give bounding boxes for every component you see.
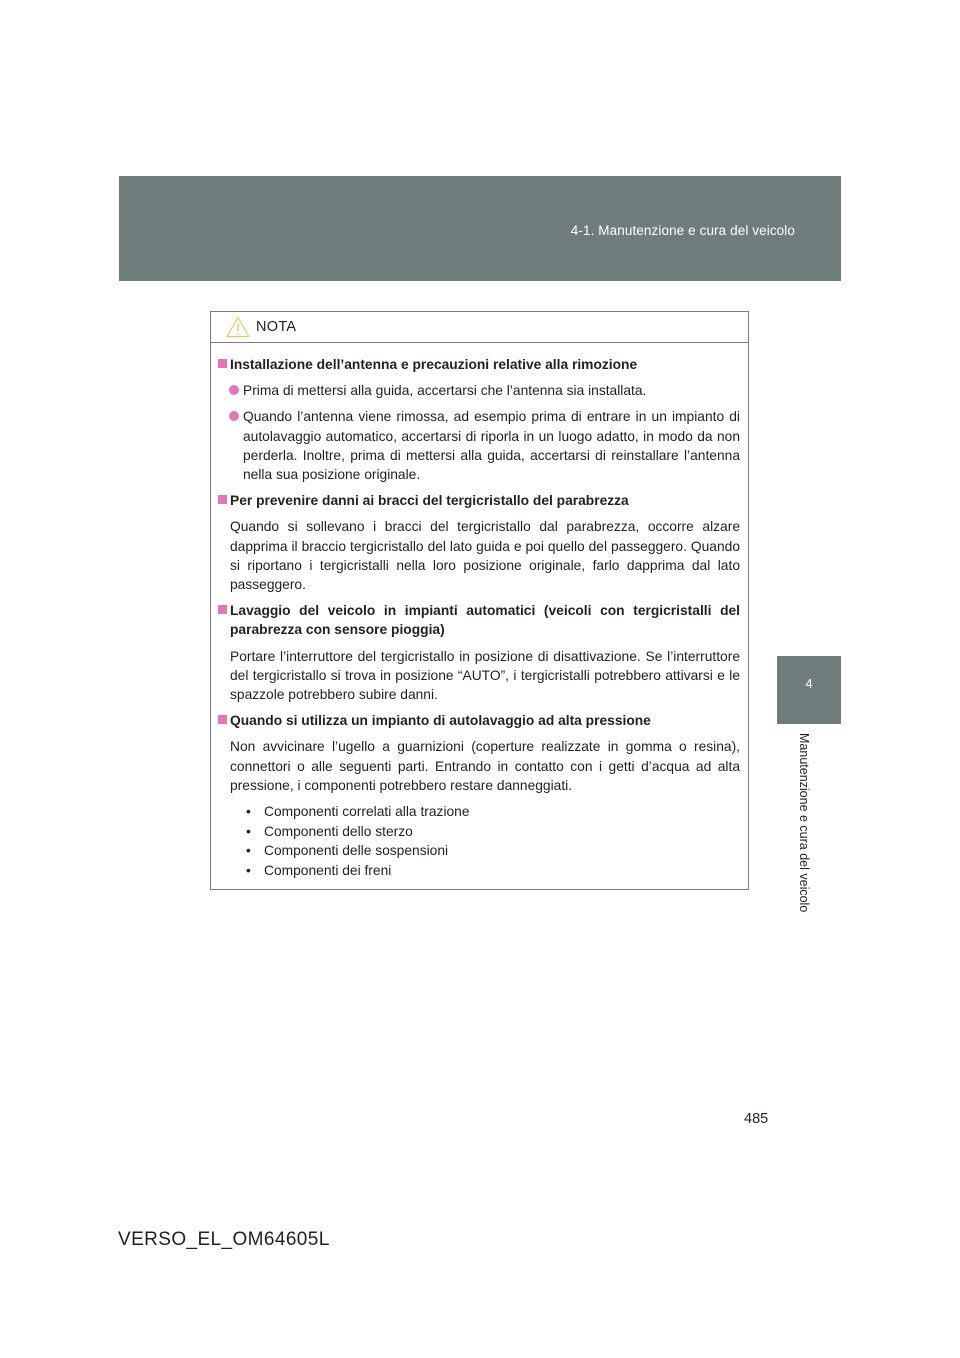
list-item: • Componenti correlati alla trazione	[246, 804, 470, 820]
square-bullet-icon	[218, 495, 227, 504]
note-title: NOTA	[256, 319, 297, 335]
chapter-label	[797, 733, 811, 943]
section-heading: Quando si utilizza un impianto di autolavaggio ad alta pressione	[218, 711, 740, 730]
document-code: VERSO_EL_OM64605L	[118, 1229, 330, 1250]
section-heading: Per prevenire danni ai bracci del tergicristallo del parabrezza	[218, 491, 740, 510]
note-box	[210, 311, 749, 890]
section-title: 4-1. Manutenzione e cura del veicolo	[570, 223, 795, 238]
paragraph: Quando si sollevano i bracci del tergicristallo dal parabrezza, occorre alzare dapprima il braccio tergicristallo del lato guida e poi quello del passeggero. Quando si riportano i tergicristalli nella loro posizione originale, farlo dapprima dal lato passeggero.	[230, 519, 740, 593]
warning-triangle-icon	[226, 316, 250, 338]
chapter-number: 4	[805, 676, 813, 691]
paragraph: Portare l’interruttore del tergicristallo in posizione di disattivazione. Se l’interruttore del tergicristallo si trova in posizione “AUTO”, i tergicristalli potrebbero attivarsi e le spazzole potrebbero subire danni.	[230, 648, 740, 703]
square-bullet-icon	[218, 605, 227, 614]
section-heading: Lavaggio del veicolo in impianti automatici (veicoli con tergicristalli del parabrezza con sensore pioggia)	[218, 601, 740, 639]
page-number: 485	[744, 1111, 769, 1127]
list-item: • Componenti dello sterzo	[246, 823, 413, 839]
paragraph: Non avvicinare l’ugello a guarnizioni (coperture realizzate in gomma o resina), connettori o alle seguenti parti. Entrando in contatto con i getti d’acqua ad alta pressione, i componenti potrebbero restare danneggiati.	[230, 739, 740, 793]
list-item: Prima di mettersi alla guida, accertarsi che l’antenna sia installata.	[218, 381, 740, 400]
chapter-tab	[777, 656, 841, 724]
note-body	[211, 343, 748, 880]
circle-bullet-icon	[229, 411, 239, 421]
component-list	[218, 802, 740, 880]
section-heading: Installazione dell’antenna e precauzioni relative alla rimozione	[218, 355, 740, 374]
chapter-label-text: Manutenzione e cura del veicolo	[797, 733, 811, 913]
list-item: • Componenti delle sospensioni	[246, 843, 449, 859]
list-item: Quando l’antenna viene rimossa, ad esempio prima di entrare in un impianto di autolavaggio automatico, accertarsi di riporla in un luogo adatto, in modo da non perderla. Inoltre, prima di mettersi alla guida, accertarsi di reinstallare l’antenna nella sua posizione originale.	[218, 407, 740, 484]
circle-bullet-icon	[229, 385, 239, 395]
note-header	[211, 312, 748, 343]
square-bullet-icon	[218, 715, 227, 724]
list-item: • Componenti dei freni	[246, 862, 392, 878]
header-band	[119, 176, 841, 281]
square-bullet-icon	[218, 359, 227, 368]
